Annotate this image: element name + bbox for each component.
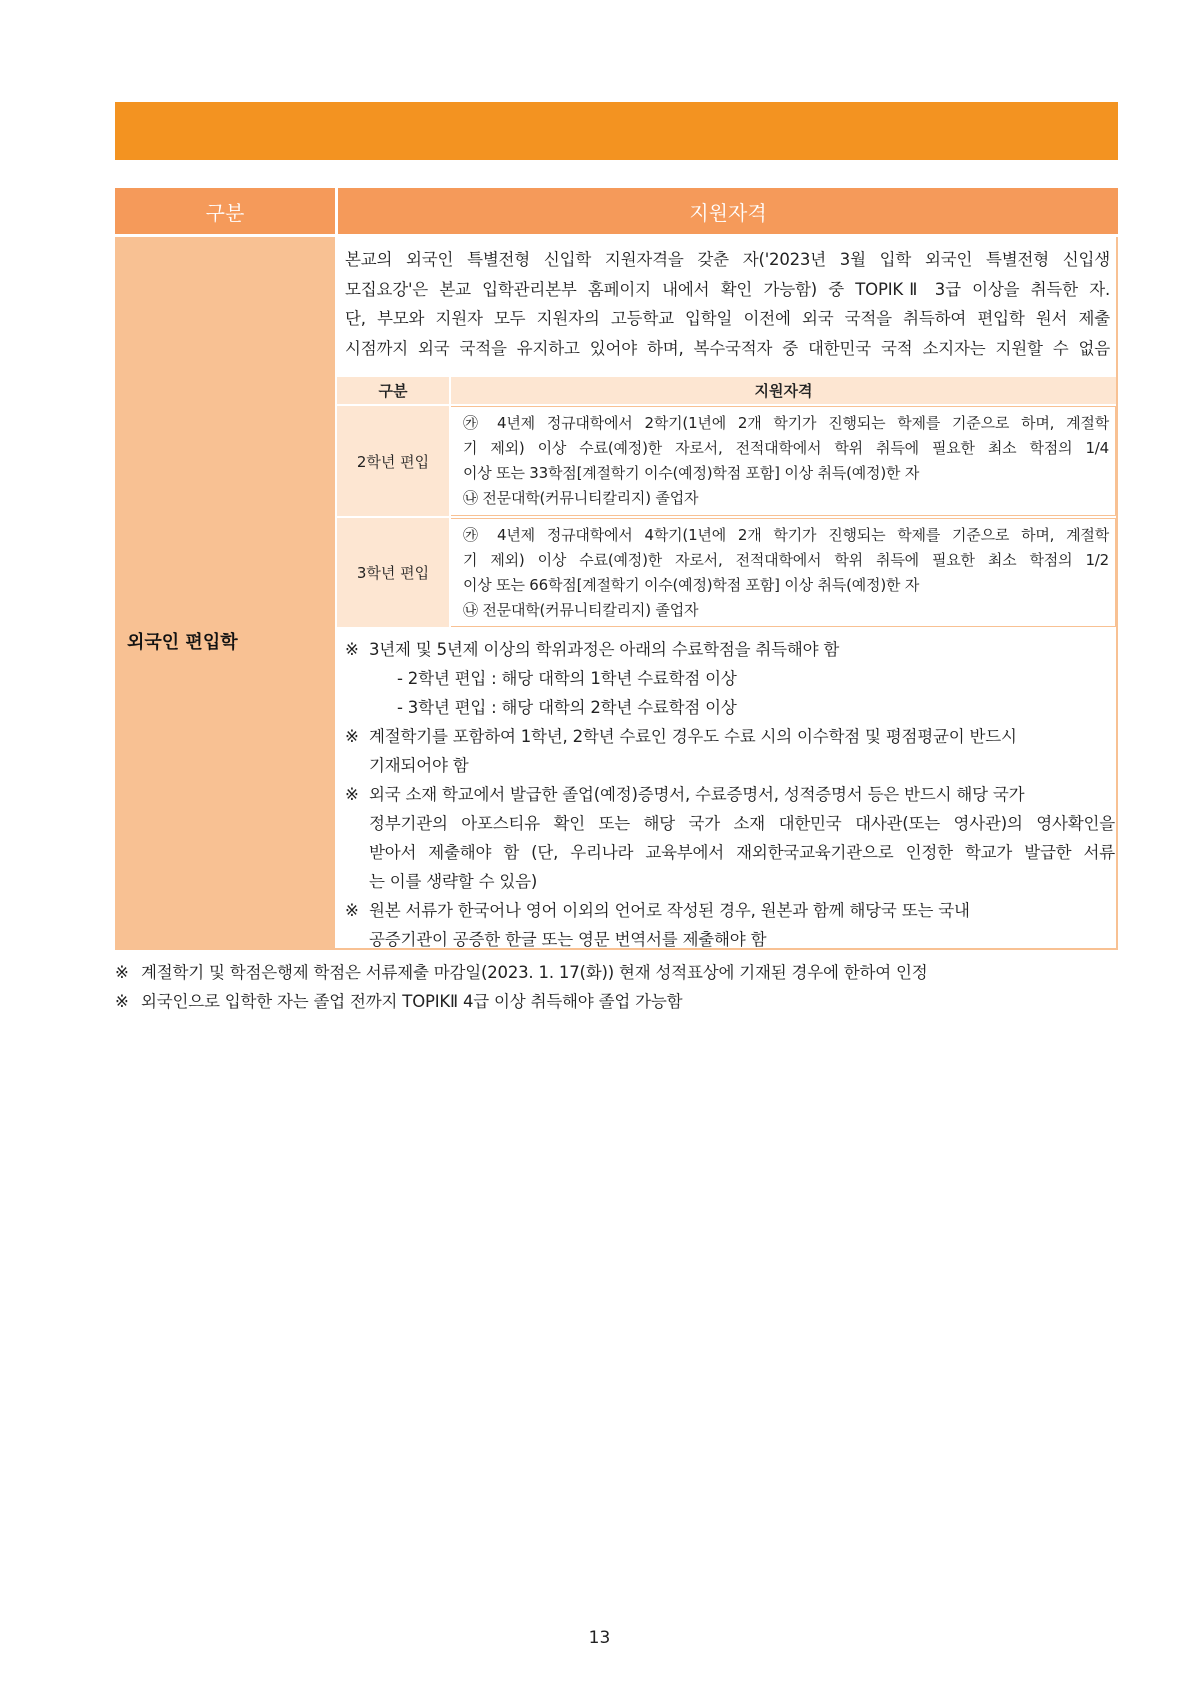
note-item (345, 896, 1115, 954)
transfer-level-table (335, 377, 1116, 629)
row-line: ㉮ 4년제 정규대학에서 4학기(1년에 2개 학기가 진행되는 학제를 기준으로 하며, 계절학 (463, 526, 1109, 544)
row-label: 3학년 편입 (337, 518, 449, 627)
notes-list (345, 635, 1115, 954)
note-text: 3년제 및 5년제 이상의 학위과정은 아래의 수료학점을 취득해야 함 (369, 640, 840, 659)
row-line: ㉯ 전문대학(커뮤니티칼리지) 졸업자 (463, 489, 699, 507)
inner-header-eligibility: 지원자격 (451, 377, 1116, 404)
row-line: ㉮ 4년제 정규대학에서 2학기(1년에 2개 학기가 진행되는 학제를 기준으로 하며, 계절학 (463, 414, 1109, 432)
footnote-text: 계절학기 및 학점은행제 학점은 서류제출 마감일(2023. 1. 17(화)) 현재 성적표상에 기재된 경우에 한하여 인정 (141, 963, 928, 982)
table-row-3rd-year (337, 518, 1116, 627)
note-subitem: - 3학년 편입 : 해당 대학의 2학년 수료학점 이상 (397, 698, 737, 717)
section-banner (115, 102, 1118, 160)
row-line: 이상 또는 66학점[계절학기 이수(예정)학점 포함] 이상 취득(예정)한 자 (463, 576, 920, 594)
note-text: 계절학기를 포함하여 1학년, 2학년 수료인 경우도 수료 시의 이수학점 및 평점평균이 반드시 (369, 727, 1017, 746)
intro-line: 모집요강'은 본교 입학관리본부 홈페이지 내에서 확인 가능함) 중 TOPIKⅡ 3급 이상을 취득한 자. (345, 279, 1110, 299)
row-content (451, 518, 1116, 627)
header-eligibility: 지원자격 (338, 188, 1118, 234)
footnote-mark: ※ (115, 963, 129, 982)
note-text: 공증기관이 공증한 한글 또는 영문 번역서를 제출해야 함 (369, 930, 767, 949)
footnote-item (115, 958, 1118, 987)
note-mark: ※ (345, 727, 359, 746)
note-text: 정부기관의 아포스티유 확인 또는 해당 국가 소재 대한민국 대사관(또는 영사관)의 영사확인을 (369, 814, 1115, 833)
row-line: 기 제외) 이상 수료(예정)한 자로서, 전적대학에서 학위 취득에 필요한 최소 학점의 1/2 (463, 551, 1109, 569)
note-mark: ※ (345, 785, 359, 804)
row-content (451, 406, 1116, 516)
note-text: 기재되어야 함 (369, 756, 469, 775)
intro-line: 단, 부모와 지원자 모두 지원자의 고등학교 입학일 이전에 외국 국적을 취득하여 편입학 원서 제출 (345, 309, 1110, 328)
note-text: 외국 소재 학교에서 발급한 졸업(예정)증명서, 수료증명서, 성적증명서 등은 반드시 해당 국가 (369, 785, 1025, 804)
inner-header-category: 구분 (337, 377, 449, 404)
intro-line: 시점까지 외국 국적을 유지하고 있어야 하며, 복수국적자 중 대한민국 국적 소지자는 지원할 수 없음 (345, 338, 1110, 358)
row-line: 이상 또는 33학점[계절학기 이수(예정)학점 포함] 이상 취득(예정)한 자 (463, 464, 920, 482)
row-line: ㉯ 전문대학(커뮤니티칼리지) 졸업자 (463, 601, 699, 619)
row-label: 2학년 편입 (337, 406, 449, 516)
page-number: 13 (588, 1628, 611, 1648)
note-item (345, 635, 1115, 722)
footnotes (115, 958, 1118, 1016)
note-item (345, 780, 1115, 896)
header-category: 구분 (115, 188, 335, 234)
intro-line: 본교의 외국인 특별전형 신입학 지원자격을 갖춘 자('2023년 3월 입학 외국인 특별전형 신입생 (345, 250, 1110, 269)
category-label: 외국인 편입학 (127, 632, 238, 653)
note-text: 는 이를 생략할 수 있음) (369, 872, 538, 891)
note-mark: ※ (345, 640, 359, 659)
eligibility-cell (335, 237, 1118, 950)
note-text: 받아서 제출해야 함 (단, 우리나라 교육부에서 재외한국교육기관으로 인정한 학교가 발급한 서류 (369, 843, 1115, 862)
row-line: 기 제외) 이상 수료(예정)한 자로서, 전적대학에서 학위 취득에 필요한 최소 학점의 1/4 (463, 439, 1109, 457)
eligibility-table (115, 188, 1118, 950)
category-cell (115, 237, 335, 950)
footnote-item (115, 987, 1118, 1016)
footnote-text: 외국인으로 입학한 자는 졸업 전까지 TOPIKⅡ 4급 이상 취득해야 졸업 가능함 (141, 992, 683, 1011)
note-item (345, 722, 1115, 780)
note-text: 원본 서류가 한국어나 영어 이외의 언어로 작성된 경우, 원본과 함께 해당국 또는 국내 (369, 901, 970, 920)
note-subitem: - 2학년 편입 : 해당 대학의 1학년 수료학점 이상 (397, 669, 737, 688)
intro-paragraph (345, 245, 1110, 363)
note-mark: ※ (345, 901, 359, 920)
table-row-2nd-year (337, 406, 1116, 516)
footnote-mark: ※ (115, 992, 129, 1011)
